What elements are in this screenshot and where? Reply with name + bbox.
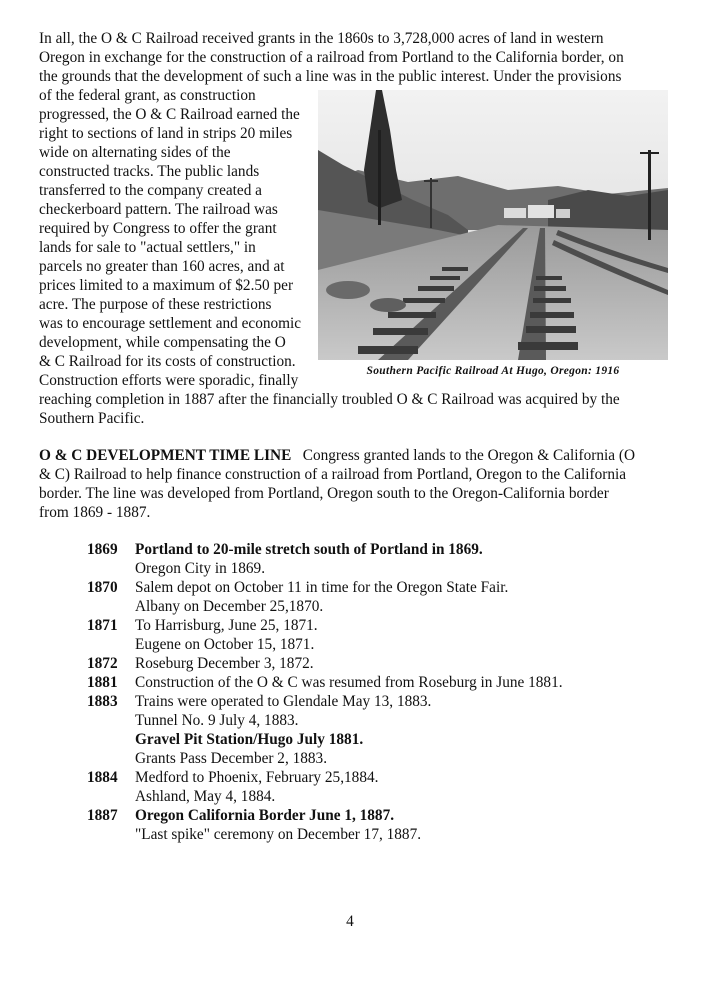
section-heading: O & C DEVELOPMENT TIME LINE: [39, 447, 292, 464]
intro-line: lands for sale to "actual settlers," in: [39, 239, 256, 256]
timeline-event: Gravel Pit Station/Hugo July 1881.: [135, 731, 364, 748]
timeline-year: 1884: [87, 769, 118, 786]
intro-line: Construction efforts were sporadic, finally: [39, 372, 299, 389]
timeline-event: Roseburg December 3, 1872.: [135, 655, 314, 672]
intro-line: In all, the O & C Railroad received grants in the 1860s to 3,728,000 acres of land in western: [39, 30, 604, 47]
timeline-event: Ashland, May 4, 1884.: [135, 788, 276, 805]
intro-line: required by Congress to offer the grant: [39, 220, 277, 237]
page-number: 4: [346, 913, 354, 930]
intro-line: right to sections of land in strips 20 miles: [39, 125, 293, 142]
timeline-year: 1887: [87, 807, 118, 824]
intro-line: reaching completion in 1887 after the financially troubled O & C Railroad was acquired by the: [39, 391, 620, 408]
timeline-event: Eugene on October 15, 1871.: [135, 636, 315, 653]
intro-line: Oregon in exchange for the construction of a railroad from Portland to the California border, on: [39, 49, 624, 66]
intro-line: progressed, the O & C Railroad earned the: [39, 106, 300, 123]
timeline-year: 1883: [87, 693, 118, 710]
intro-line: parcels no greater than 160 acres, and at: [39, 258, 285, 275]
intro-line: of the federal grant, as construction: [39, 87, 256, 104]
timeline-intro-line: [39, 446, 635, 465]
timeline-event: Trains were operated to Glendale May 13, 1883.: [135, 693, 432, 710]
intro-line: constructed tracks. The public lands: [39, 163, 260, 180]
timeline-event: To Harrisburg, June 25, 1871.: [135, 617, 318, 634]
intro-line: prices limited to a maximum of $2.50 per: [39, 277, 294, 294]
timeline-event: Portland to 20-mile stretch south of Portland in 1869.: [135, 541, 483, 558]
timeline-year: 1870: [87, 579, 118, 596]
intro-left-column: [39, 86, 315, 390]
intro-line: checkerboard pattern. The railroad was: [39, 201, 278, 218]
timeline-event: Medford to Phoenix, February 25,1884.: [135, 769, 379, 786]
timeline-event: Oregon California Border June 1, 1887.: [135, 807, 395, 824]
intro-line: Southern Pacific.: [39, 410, 145, 427]
timeline-event: Oregon City in 1869.: [135, 560, 266, 577]
timeline-event: Tunnel No. 9 July 4, 1883.: [135, 712, 299, 729]
timeline-intro-line: from 1869 - 1887.: [39, 504, 151, 521]
timeline-intro-text: Congress granted lands to the Oregon & California (O: [302, 447, 635, 464]
timeline-event: "Last spike" ceremony on December 17, 1887.: [135, 826, 422, 843]
intro-line: development, while compensating the O: [39, 334, 286, 351]
timeline-year: 1881: [87, 674, 118, 691]
timeline-year: 1872: [87, 655, 118, 672]
railroad-photo: [318, 90, 668, 360]
intro-line: was to encourage settlement and economic: [39, 315, 302, 332]
intro-line: & C Railroad for its costs of construction.: [39, 353, 296, 370]
timeline-event: Grants Pass December 2, 1883.: [135, 750, 328, 767]
timeline-year: 1871: [87, 617, 118, 634]
photo-caption: Southern Pacific Railroad At Hugo, Oregon: 1916: [366, 365, 620, 377]
intro-line: acre. The purpose of these restrictions: [39, 296, 272, 313]
timeline-event: Salem depot on October 11 in time for the Oregon State Fair.: [135, 579, 509, 596]
timeline-year: 1869: [87, 541, 118, 558]
intro-line: wide on alternating sides of the: [39, 144, 231, 161]
timeline-event: Albany on December 25,1870.: [135, 598, 324, 615]
timeline-intro-line: & C) Railroad to help finance construction of a railroad from Portland, Oregon to the California: [39, 466, 627, 483]
timeline-event: Construction of the O & C was resumed from Roseburg in June 1881.: [135, 674, 563, 691]
intro-line: the grounds that the development of such a line was in the public interest. Under the provisions: [39, 68, 622, 85]
timeline-intro-line: border. The line was developed from Portland, Oregon south to the Oregon-California border: [39, 485, 609, 502]
intro-line: transferred to the company created a: [39, 182, 262, 199]
